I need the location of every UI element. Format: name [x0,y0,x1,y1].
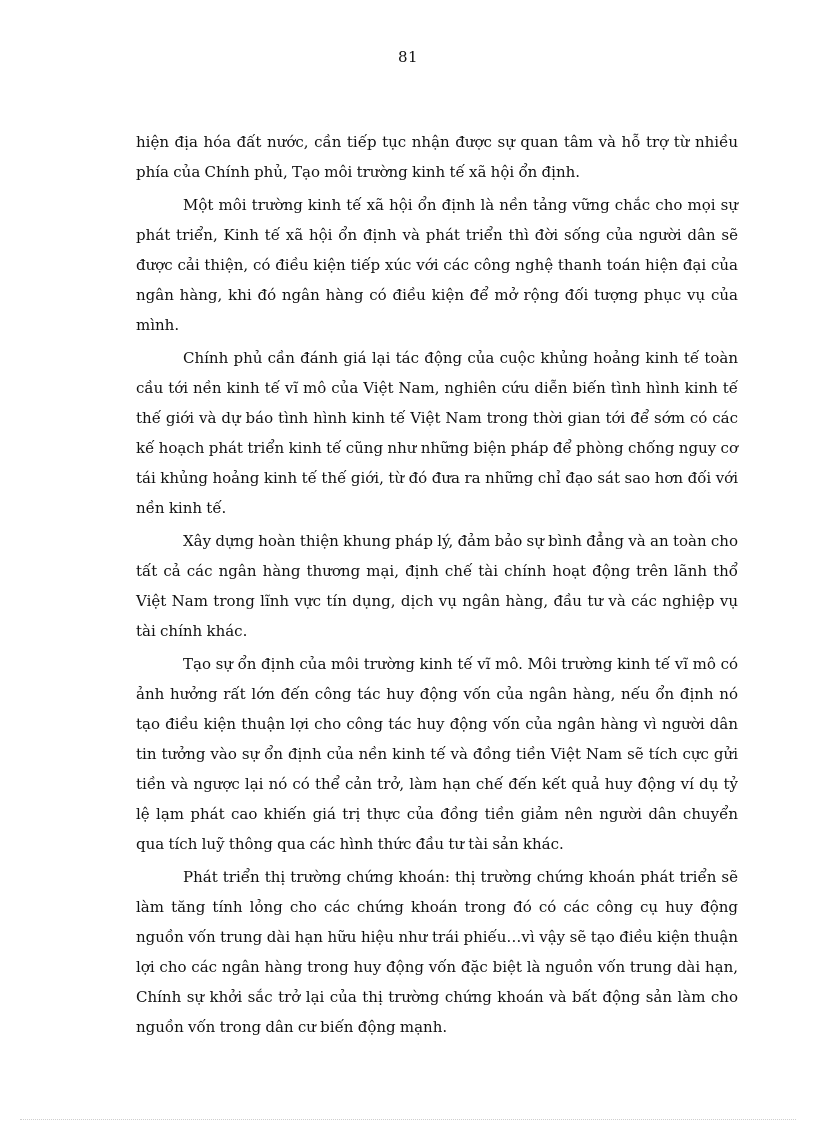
paragraph-stable-environment: Một môi trường kinh tế xã hội ổn định là nền tảng vững chắc cho mọi sự phát triển, Kinh tế xã hội ổn định và phát triển thì đời sống của người dân sẽ được cải thiện, có điều kiện tiếp xúc với các công nghệ thanh toán hiện đại của ngân hàng, khi đó ngân hàng có điều kiện để mở rộng đối tượng phục vụ của mình. [136,196,738,334]
paragraph-stock-market: Phát triển thị trường chứng khoán: thị trường chứng khoán phát triển sẽ làm tăng tính lỏng cho các chứng khoán trong đó có các công cụ huy động nguồn vốn trung dài hạn hữu hiệu như trái phiếu…vì vậy sẽ tạo điều kiện thuận lợi cho các ngân hàng trong huy động vốn đặc biệt là nguồn vốn trung dài hạn, Chính sự khởi sắc trở lại của thị trường chứng khoán và bất động sản làm cho nguồn vốn trong dân cư biến động mạnh. [136,868,738,1036]
paragraph-continuation: hiện địa hóa đất nước, cần tiếp tục nhận được sự quan tâm và hỗ trợ từ nhiều phía của Chính phủ, Tạo môi trường kinh tế xã hội ổn định. [136,133,738,181]
page-bottom-divider [20,1119,796,1120]
paragraph-legal-framework: Xây dựng hoàn thiện khung pháp lý, đảm bảo sự bình đẳng và an toàn cho tất cả các ngân hàng thương mại, định chế tài chính hoạt động trên lãnh thổ Việt Nam trong lĩnh vực tín dụng, dịch vụ ngân hàng, đầu tư và các nghiệp vụ tài chính khác. [136,532,738,640]
paragraph-macro-stability: Tạo sự ổn định của môi trường kinh tế vĩ mô. Môi trường kinh tế vĩ mô có ảnh hưởng rất lớn đến công tác huy động vốn của ngân hàng, nếu ổn định nó tạo điều kiện thuận lợi cho công tác huy động vốn của ngân hàng vì người dân tin tưởng vào sự ổn định của nền kinh tế và đồng tiền Việt Nam sẽ tích cực gửi tiền và ngược lại nó có thể cản trở, làm hạn chế đến kết quả huy động ví dụ tỷ lệ lạm phát cao khiến giá trị thực của đồng tiền giảm nên người dân chuyển qua tích luỹ thông qua các hình thức đầu tư tài sản khác. [136,655,738,853]
page-number: 81 [397,48,419,66]
document-body [136,127,738,1045]
paragraph-crisis-assessment: Chính phủ cần đánh giá lại tác động của cuộc khủng hoảng kinh tế toàn cầu tới nền kinh tế vĩ mô của Việt Nam, nghiên cứu diễn biến tình hình kinh tế thế giới và dự báo tình hình kinh tế Việt Nam trong thời gian tới để sớm có các kế hoạch phát triển kinh tế cũng như những biện pháp để phòng chống nguy cơ tái khủng hoảng kinh tế thế giới, từ đó đưa ra những chỉ đạo sát sao hơn đối với nền kinh tế. [136,349,738,517]
